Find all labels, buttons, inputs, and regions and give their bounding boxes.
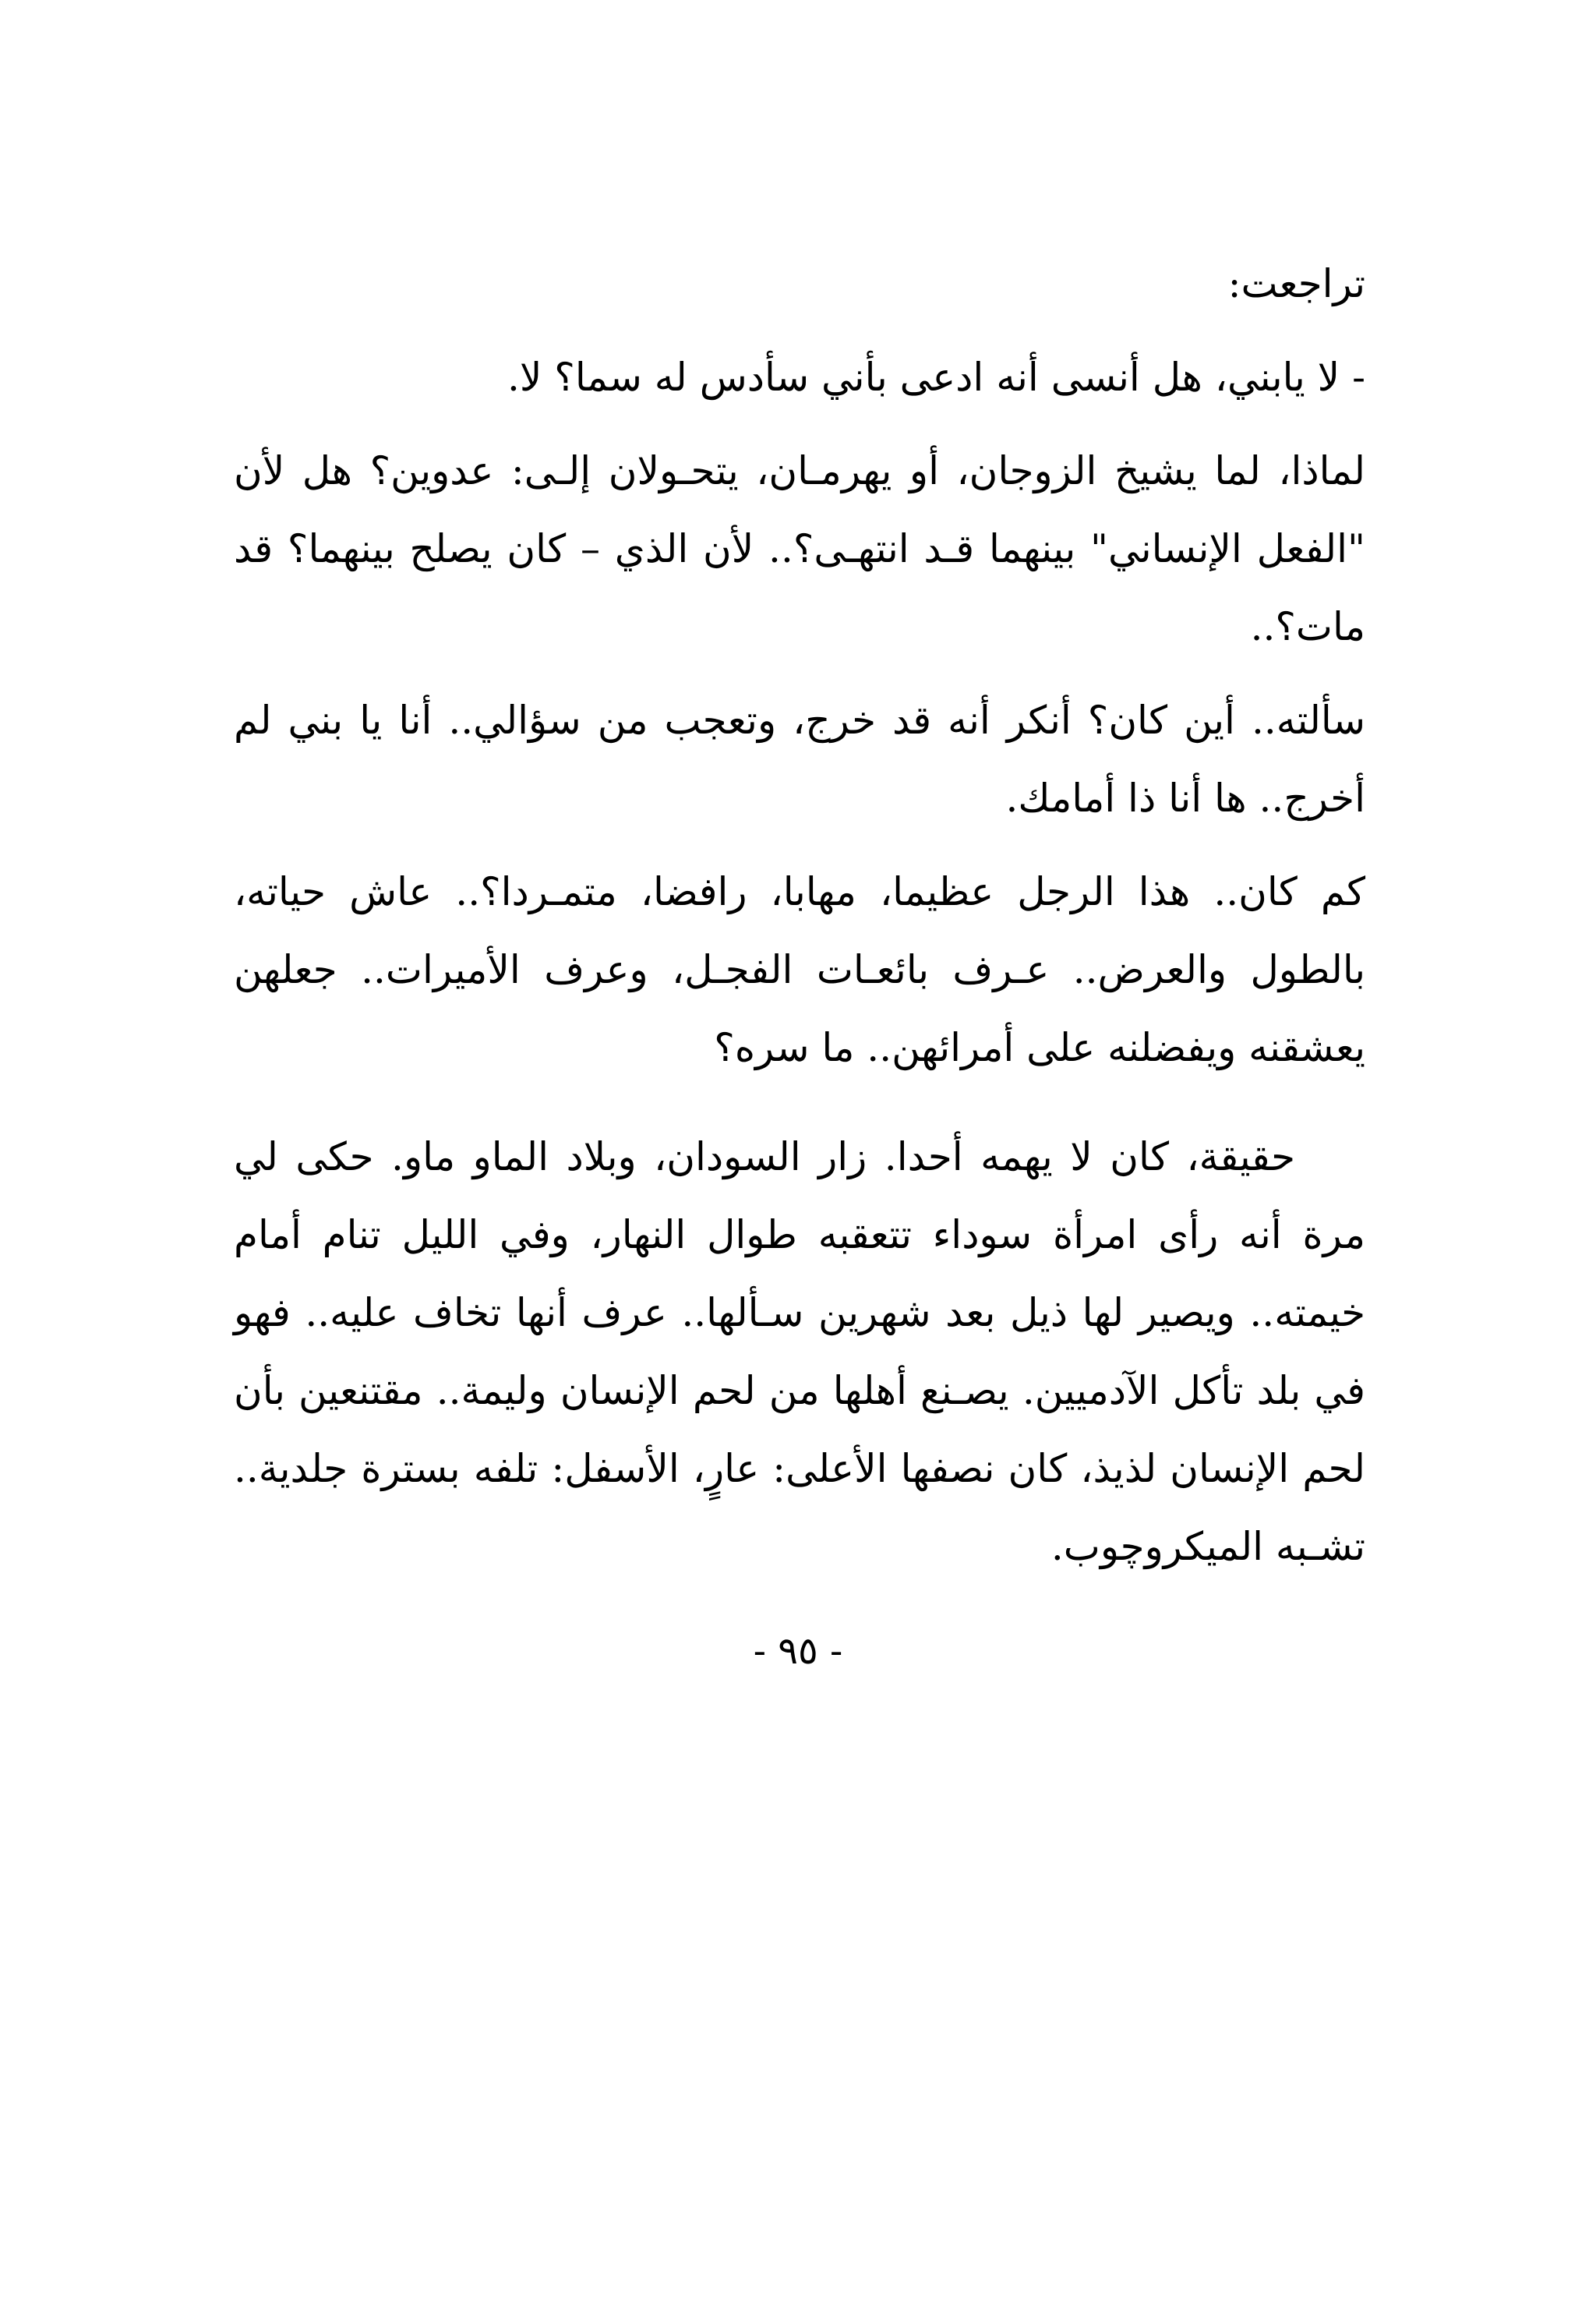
page-number: - ٩٥ - (753, 1629, 843, 1673)
paragraph-4: سألته.. أين كان؟ أنكر أنه قد خرج، وتعجب من سؤالي.. أنا يا بني لم أخرج.. ها أنا ذا أمامك. (234, 698, 1365, 821)
paragraph-5: كم كان.. هذا الرجل عظيما، مهابا، رافضا، متمـردا؟.. عاش حياته، بالطول والعرض.. عـرف بائعـات الفجـل، وعرف الأميرات.. جعلهن يعشقنه ويفضلنه على أمرائهن.. ما سره؟ (234, 869, 1365, 1070)
body-text (234, 245, 1365, 1586)
paragraph-3: لماذا، لما يشيخ الزوجان، أو يهرمـان، يتحـولان إلـى: عدوين؟ هل لأن "الفعل الإنساني" بينهما قـد انتهـى؟.. لأن الذي – كان يصلح بينهما؟ قد مات؟.. (234, 448, 1365, 649)
paragraph-6: حقيقة، كان لا يهمه أحدا. زار السودان، وبلاد الماو ماو. حكى لي مرة أنه رأى امرأة سوداء تتعقبه طوال النهار، وفي الليل تنام أمام خيمته.. ويصير لها ذيل بعد شهرين سـألها.. عرف أنها تخاف عليه.. فهو في بلد تأكل الآدميين. يصـنع أهلها من لحم الإنسان وليمة.. مقتنعين بأن لحم الإنسان لذيذ، كان نصفها الأعلى: عارٍ، الأسفل: تلفه بسترة جلدية.. تشـبه الميكروچوب. (234, 1134, 1365, 1569)
paragraph-2: - لا يابني، هل أنسى أنه ادعى بأني سأدس له سما؟ لا. (507, 355, 1365, 400)
paragraph-1: تراجعت: (1227, 261, 1365, 306)
